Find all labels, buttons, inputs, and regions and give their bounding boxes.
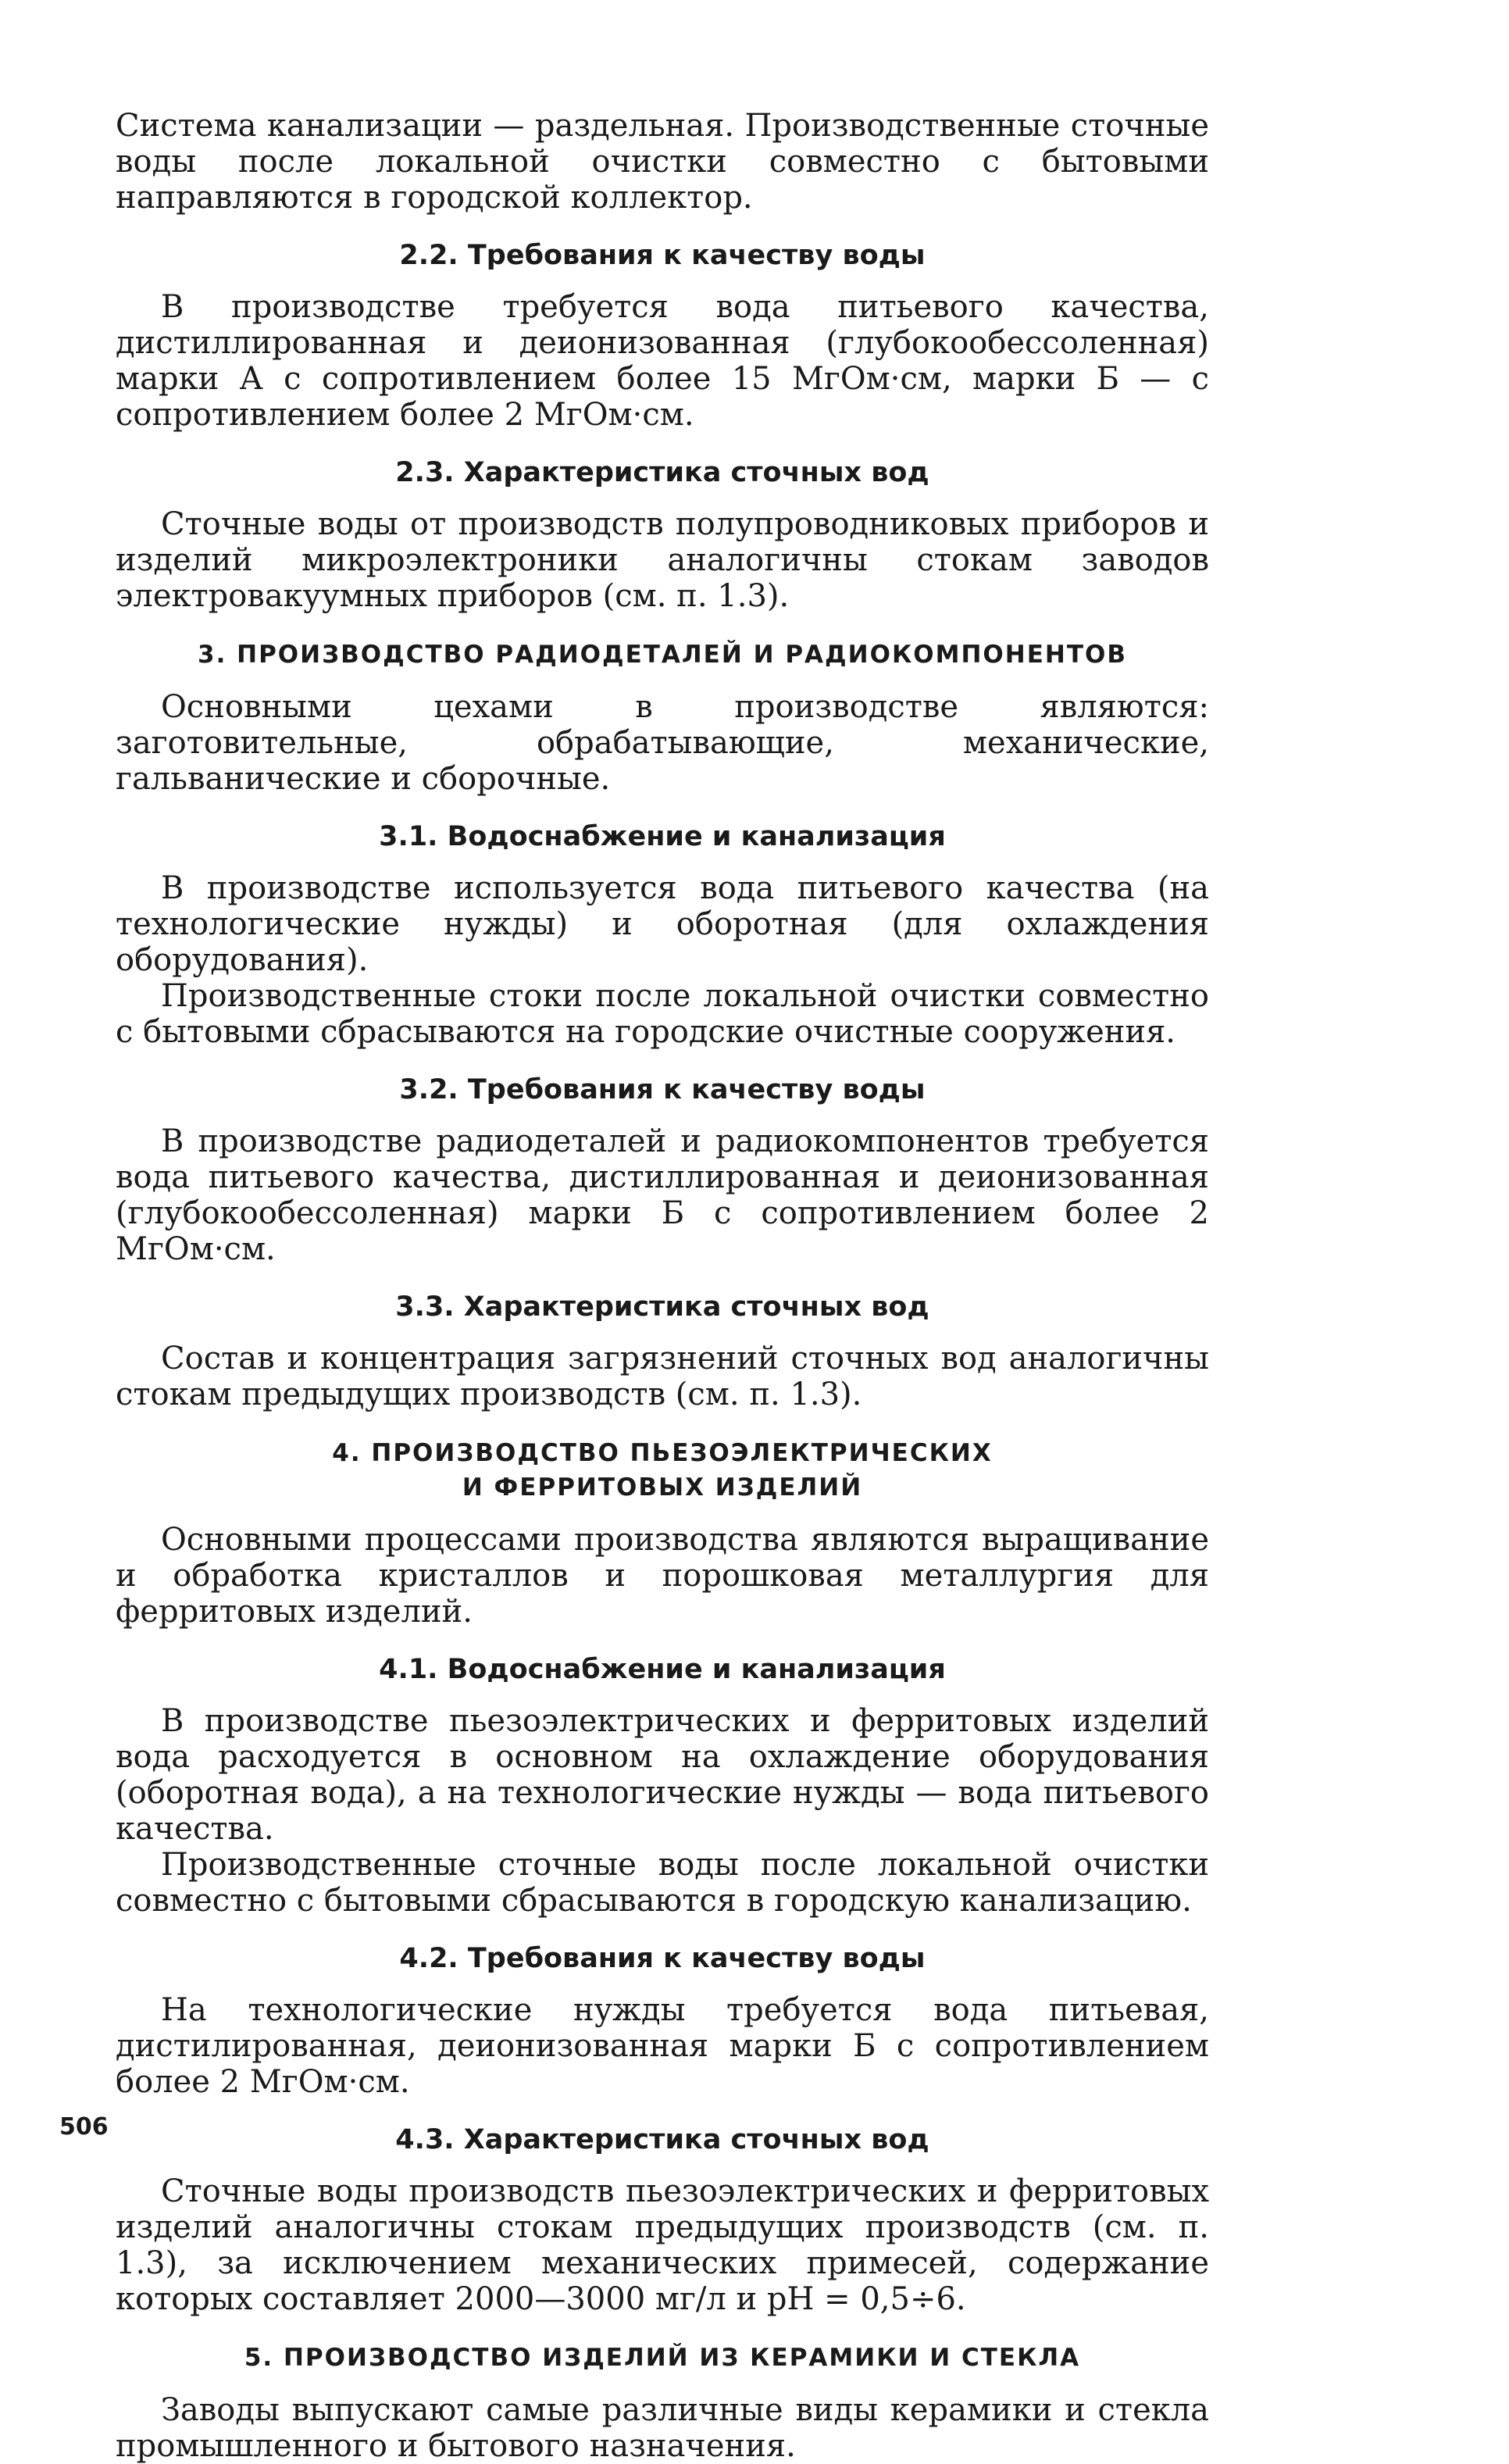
heading-3-1: 3.1. Водоснабжение и канализация bbox=[379, 821, 946, 852]
paragraph-sewerage-system: Система канализации — раздельная. Производственные сточные воды после локальной очистки совместно с бытовыми направляются в городской коллектор. bbox=[116, 108, 1209, 216]
heading-section-4 bbox=[116, 1436, 1209, 1505]
paragraph-4: Основными процессами производства являются выращивание и обработка кристаллов и порошковая металлургия для ферритовых изделий. bbox=[116, 1522, 1209, 1630]
paragraph-4-1-b: Производственные сточные воды после локальной очистки совместно с бытовыми сбрасываются в городскую канализацию. bbox=[116, 1847, 1209, 1919]
paragraph-4-1-a: В производстве пьезоэлектрических и ферритовых изделий вода расходуется в основном на охлаждение оборудования (оборотная вода), а на технологические нужды — вода питьевого качества. bbox=[116, 1703, 1209, 1847]
paragraph-3-2: В производстве радиодеталей и радиокомпонентов требуется вода питьевого качества, дистиллированная и деионизованная (глубокообессоленная) марки Б с сопротивлением более 2 МгОм·см. bbox=[116, 1123, 1209, 1267]
heading-section-5: 5. ПРОИЗВОДСТВО ИЗДЕЛИЙ ИЗ КЕРАМИКИ И СТЕКЛА bbox=[244, 2344, 1081, 2372]
heading-section-4-line-1: 4. ПРОИЗВОДСТВО ПЬЕЗОЭЛЕКТРИЧЕСКИХ bbox=[332, 1439, 993, 1467]
heading-2-3: 2.3. Характеристика сточных вод bbox=[395, 457, 929, 488]
heading-3-3: 3.3. Характеристика сточных вод bbox=[395, 1291, 929, 1323]
heading-4-1: 4.1. Водоснабжение и канализация bbox=[379, 1654, 946, 1685]
heading-section-3: 3. ПРОИЗВОДСТВО РАДИОДЕТАЛЕЙ И РАДИОКОМПОНЕНТОВ bbox=[198, 641, 1127, 669]
page-number: 506 bbox=[59, 2113, 109, 2141]
heading-4-2: 4.2. Требования к качеству воды bbox=[399, 1943, 926, 1974]
heading-2-2: 2.2. Требования к качеству воды bbox=[399, 240, 926, 271]
paragraph-2-2: В производстве требуется вода питьевого качества, дистиллированная и деионизованная (глубокообессоленная) марки А с сопротивлением более 15 МгОм·см, марки Б — с сопротивлением более 2 МгОм·см. bbox=[116, 289, 1209, 433]
paragraph-3-3: Состав и концентрация загрязнений сточных вод аналогичны стокам предыдущих производств (см. п. 1.3). bbox=[116, 1341, 1209, 1412]
heading-section-4-line-2: И ФЕРРИТОВЫХ ИЗДЕЛИЙ bbox=[462, 1473, 863, 1502]
heading-4-3: 4.3. Характеристика сточных вод bbox=[395, 2124, 929, 2155]
paragraph-3-1-b: Производственные стоки после локальной очистки совместно с бытовыми сбрасываются на городские очистные сооружения. bbox=[116, 978, 1209, 1050]
page-body bbox=[116, 108, 1209, 2464]
paragraph-3-1-a: В производстве используется вода питьевого качества (на технологические нужды) и оборотная (для охлаждения оборудования). bbox=[116, 870, 1209, 978]
paragraph-4-3: Сточные воды производств пьезоэлектрических и ферритовых изделий аналогичны стокам предыдущих производств (см. п. 1.3), за исключением механических примесей, содержание которых составляет 2000—3000 мг/л и рН = 0,5÷6. bbox=[116, 2173, 1209, 2317]
heading-3-2: 3.2. Требования к качеству воды bbox=[399, 1074, 926, 1105]
paragraph-5: Заводы выпускают самые различные виды керамики и стекла промышленного и бытового назначения. bbox=[116, 2392, 1209, 2464]
paragraph-3: Основными цехами в производстве являются: заготовительные, обрабатывающие, механические, гальванические и сборочные. bbox=[116, 689, 1209, 797]
paragraph-2-3: Сточные воды от производств полупроводниковых приборов и изделий микроэлектроники аналогичны стокам заводов электровакуумных приборов (см. п. 1.3). bbox=[116, 506, 1209, 614]
paragraph-4-2: На технологические нужды требуется вода питьевая, дистилированная, деионизованная марки Б с сопротивлением более 2 МгОм·см. bbox=[116, 1992, 1209, 2100]
